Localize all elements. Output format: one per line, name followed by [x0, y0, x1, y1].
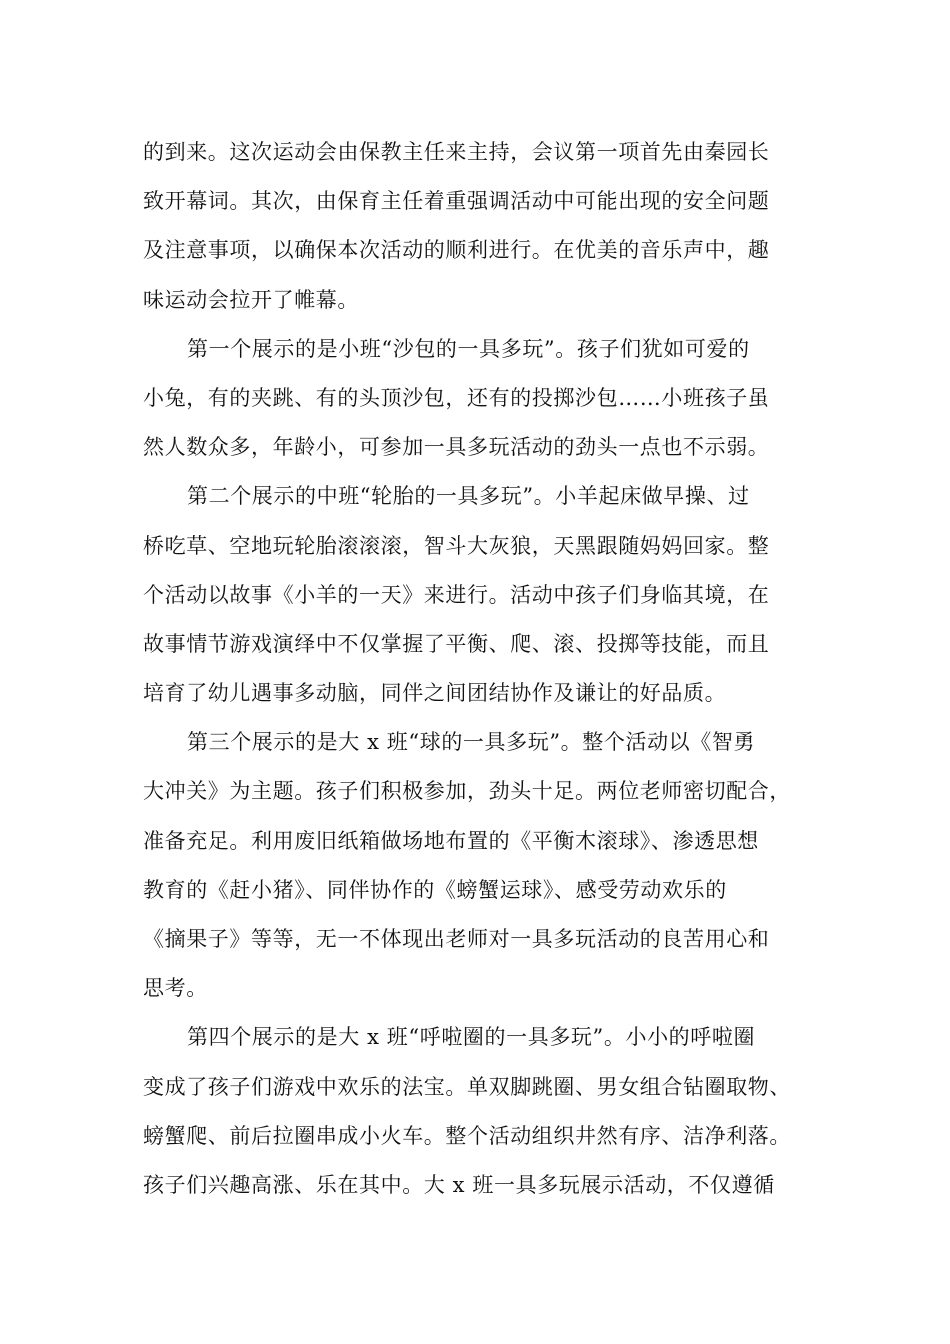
paragraph-ball-game [143, 718, 823, 1013]
document-body [143, 128, 823, 1210]
text-line: 螃蟹爬、前后拉圈串成小火车。整个活动组织井然有序、洁净利落。 [143, 1123, 791, 1148]
text-line: 味运动会拉开了帷幕。 [143, 287, 359, 312]
text-line: 桥吃草、空地玩轮胎滚滚滚，智斗大灰狼，天黑跟随妈妈回家。整 [143, 533, 770, 558]
text-line: 第二个展示的中班“轮胎的一具多玩”。小羊起床做早操、过 [187, 484, 750, 509]
text-line: 孩子们兴趣高涨、乐在其中。大 x 班一具多玩展示活动，不仅遵循 [143, 1172, 775, 1197]
text-line: 及注意事项，以确保本次活动的顺利进行。在优美的音乐声中，趣 [143, 238, 770, 263]
text-line: 小兔，有的夹跳、有的头顶沙包，还有的投掷沙包……小班孩子虽 [143, 385, 770, 410]
paragraph-opening [143, 128, 823, 325]
text-line: 准备充足。利用废旧纸箱做场地布置的《平衡木滚球》、渗透思想 [143, 828, 759, 853]
text-line: 变成了孩子们游戏中欢乐的法宝。单双脚跳圈、男女组合钻圈取物、 [143, 1074, 791, 1099]
paragraph-small-class [143, 325, 823, 473]
text-line: 培育了幼儿遇事多动脑，同伴之间团结协作及谦让的好品质。 [143, 681, 727, 706]
text-line: 大冲关》为主题。孩子们积极参加，劲头十足。两位老师密切配合， [143, 779, 791, 804]
paragraph-middle-class [143, 472, 823, 718]
text-line: 第三个展示的是大 x 班“球的一具多玩”。整个活动以《智勇 [187, 730, 756, 755]
text-line: 《摘果子》等等，无一不体现出老师对一具多玩活动的良苦用心和 [143, 927, 770, 951]
paragraph-hula-hoop [143, 1013, 823, 1210]
text-line: 的到来。这次运动会由保教主任来主持，会议第一项首先由秦园长 [143, 140, 770, 164]
text-line: 致开幕词。其次，由保育主任着重强调活动中可能出现的安全问题 [143, 189, 770, 214]
text-line: 思考。 [143, 976, 208, 1001]
text-line: 然人数众多，年龄小，可参加一具多玩活动的劲头一点也不示弱。 [143, 435, 770, 460]
text-line: 教育的《赶小猪》、同伴协作的《螃蟹运球》、感受劳动欢乐的 [143, 877, 727, 902]
text-line: 个活动以故事《小羊的一天》来进行。活动中孩子们身临其境，在 [143, 582, 770, 607]
text-line: 故事情节游戏演绎中不仅掌握了平衡、爬、滚、投掷等技能，而且 [143, 631, 770, 656]
text-line: 第一个展示的是小班“沙包的一具多玩”。孩子们犹如可爱的 [187, 336, 750, 361]
text-line: 第四个展示的是大 x 班“呼啦圈的一具多玩”。小小的呼啦圈 [187, 1025, 756, 1050]
